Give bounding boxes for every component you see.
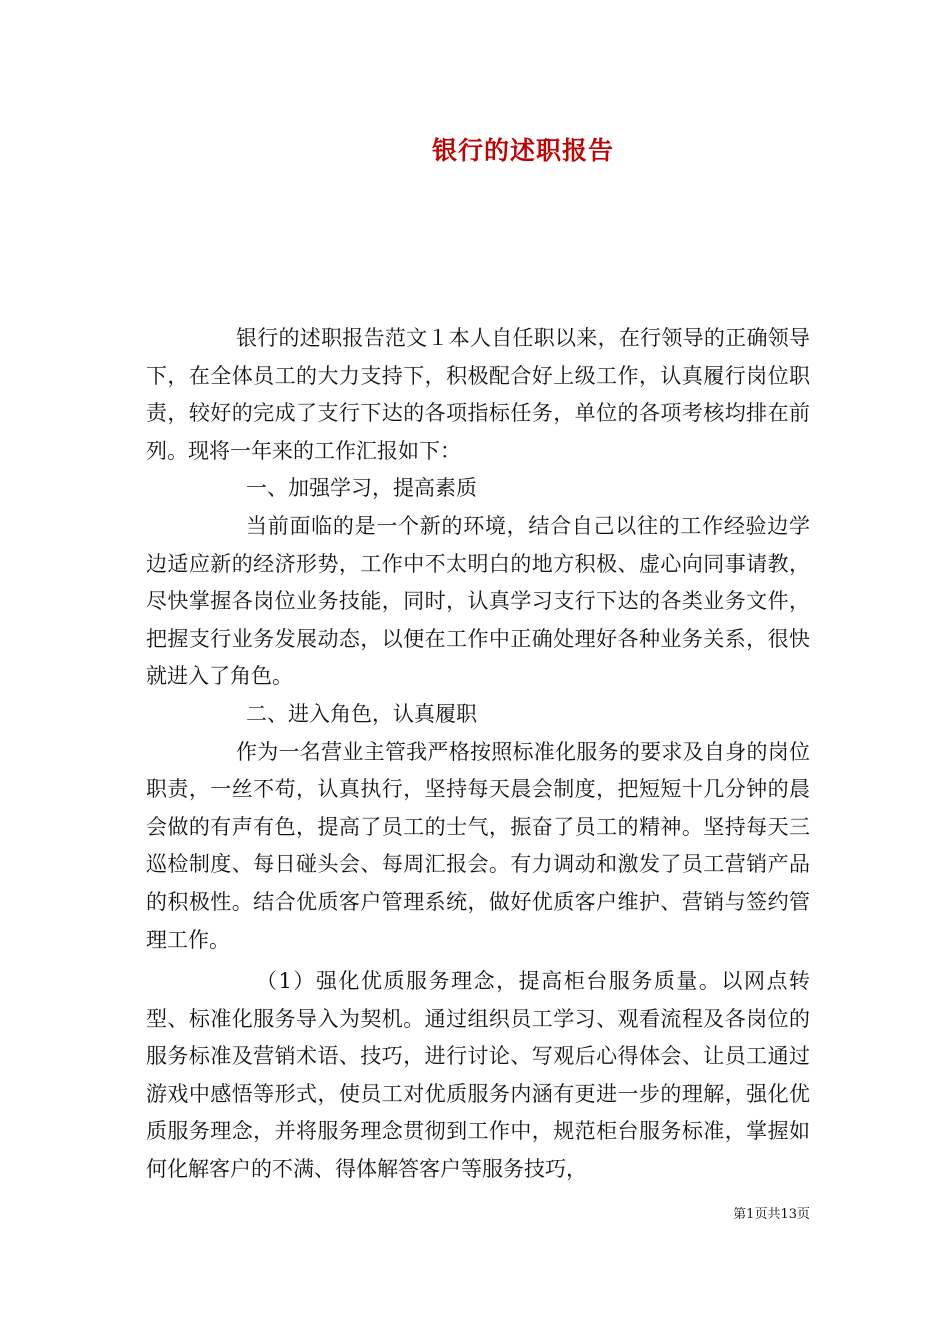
section-1-paragraph: 当前面临的是一个新的环境，结合自己以往的工作经验边学边适应新的经济形势，工作中不太明白的地方积极、虚心向同事请教，尽快掌握各岗位业务技能，同时，认真学习支行下达的各类业务文件，把握支行业务发展动态，以便在工作中正确处理好各种业务关系，很快就进入了角色。 — [146, 513, 810, 689]
section-2-paragraph: 作为一名营业主管我严格按照标准化服务的要求及自身的岗位职责，一丝不苟，认真执行，坚持每天晨会制度，把短短十几分钟的晨会做的有声有色，提高了员工的士气，振奋了员工的精神。坚持每天三巡检制度、每日碰头会、每周汇报会。有力调动和激发了员工营销产品的积极性。结合优质客户管理系统，做好优质客户维护、营销与签约管理工作。 — [146, 739, 810, 952]
document-title: 银行的述职报告 — [431, 136, 614, 165]
section-heading-1: 一、加强学习，提高素质 — [246, 476, 477, 501]
page-number-footer: 第1页共13页 — [733, 1207, 810, 1222]
intro-paragraph: 银行的述职报告范文１本人自任职以来，在行领导的正确领导下，在全体员工的大力支持下，积极配合好上级工作，认真履行岗位职责，较好的完成了支行下达的各项指标任务，单位的各项考核均排在前列。现将一年来的工作汇报如下： — [146, 326, 810, 463]
section-heading-2: 二、进入角色，认真履职 — [246, 701, 477, 726]
subsection-1-paragraph: （1）强化优质服务理念，提高柜台服务质量。以网点转型、标准化服务导入为契机。通过组织员工学习、观看流程及各岗位的服务标准及营销术语、技巧，进行讨论、写观后心得体会、让员工通过游戏中感悟等形式，使员工对优质服务内涵有更进一步的理解，强化优质服务理念，并将服务理念贯彻到工作中，规范柜台服务标准，掌握如何化解客户的不满、得体解答客户等服务技巧， — [146, 969, 810, 1182]
document-body — [146, 320, 810, 1189]
